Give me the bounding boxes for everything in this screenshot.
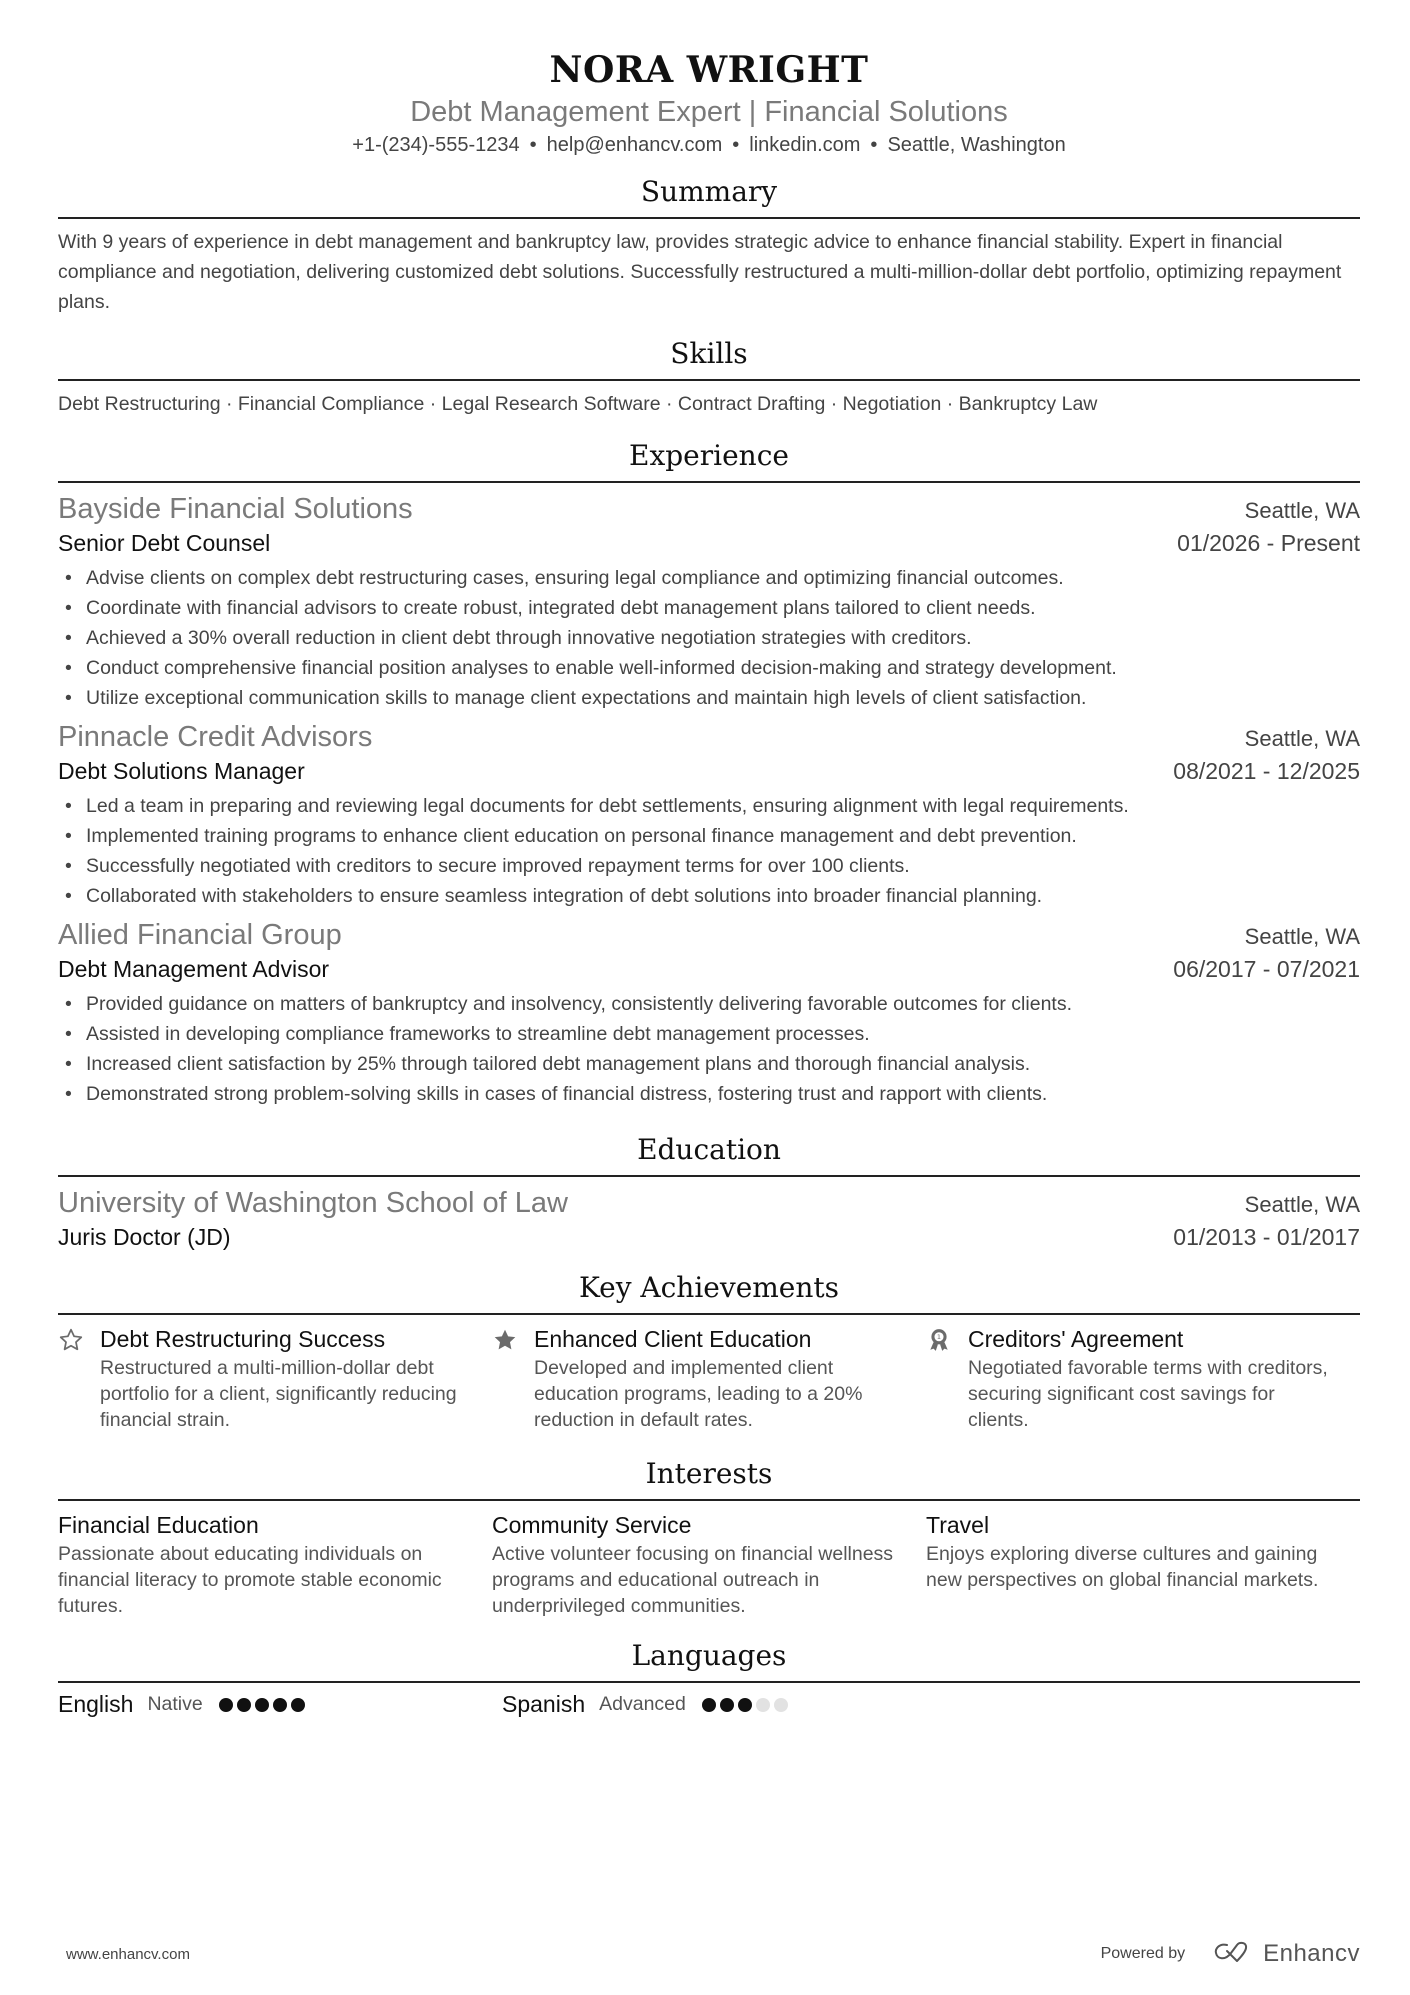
achievement-title: Enhanced Client Education (534, 1326, 812, 1352)
job-entry (58, 917, 1360, 1109)
rating-dot-filled (702, 1698, 716, 1712)
language-level: Advanced (599, 1693, 686, 1715)
job-bullets (58, 989, 1360, 1109)
candidate-title: Debt Management Expert | Financial Solutions (410, 96, 1008, 128)
language-level: Native (147, 1693, 203, 1715)
contact-separator: • (732, 134, 740, 156)
summary-text: With 9 years of experience in debt management and bankruptcy law, provides strategic advice to enhance financial stability. Expert in financial compliance and negotiation, delivering customized debt solutions. Successfully restructured a multi-million-dollar debt portfolio, optimizing repayment plans. (58, 231, 1342, 313)
rating-dot-empty (774, 1698, 788, 1712)
job-bullet: • Conduct comprehensive financial position analyses to enable well-informed decision-making and strategy development. (58, 653, 1360, 683)
section-heading-summary: Summary (640, 175, 778, 208)
achievement-title: Debt Restructuring Success (100, 1326, 386, 1352)
section-heading-languages: Languages (631, 1639, 787, 1672)
rating-dot-filled (255, 1698, 269, 1712)
resume-page (58, 0, 1360, 1718)
contact-separator: • (529, 134, 537, 156)
svg-text:1: 1 (936, 1333, 942, 1342)
page-footer (66, 1940, 1360, 1968)
language-name: English (58, 1691, 134, 1717)
candidate-name: NORA WRIGHT (549, 49, 869, 91)
experience-section (58, 437, 1360, 1109)
interests-section (58, 1455, 1360, 1619)
interest-item (926, 1509, 1360, 1619)
section-divider (58, 1175, 1360, 1177)
footer-url[interactable]: www.enhancv.com (66, 1945, 190, 1963)
section-heading-achievements: Key Achievements (578, 1271, 840, 1304)
skills-section (58, 335, 1360, 419)
star-outline-icon (58, 1323, 100, 1433)
job-bullet: • Provided guidance on matters of bankruptcy and insolvency, consistently delivering favorable outcomes for clients. (58, 989, 1360, 1019)
languages-section (58, 1637, 1360, 1718)
education-location: Seattle, WA (1244, 1192, 1360, 1217)
job-company: Pinnacle Credit Advisors (58, 721, 373, 753)
section-divider (58, 379, 1360, 381)
rating-dot-filled (291, 1698, 305, 1712)
job-dates: 06/2017 - 07/2021 (1173, 956, 1360, 982)
rating-dot-filled (273, 1698, 287, 1712)
award-ribbon-icon (926, 1323, 968, 1433)
education-section (58, 1131, 1360, 1253)
job-bullet: • Implemented training programs to enhance client education on personal finance management and debt prevention. (58, 821, 1360, 851)
job-bullet: • Utilize exceptional communication skills to manage client expectations and maintain high levels of client satisfaction. (58, 683, 1360, 713)
language-item (502, 1691, 946, 1718)
powered-by-label: Powered by (1100, 1945, 1186, 1962)
star-filled-icon (492, 1323, 534, 1433)
job-role: Debt Solutions Manager (58, 758, 305, 784)
job-location: Seattle, WA (1244, 924, 1360, 949)
section-heading-interests: Interests (645, 1457, 773, 1490)
contact-email[interactable]: help@enhancv.com (546, 134, 723, 156)
job-bullets (58, 791, 1360, 911)
education-entry (58, 1185, 1360, 1253)
job-company: Bayside Financial Solutions (58, 493, 413, 525)
skills-list: Debt Restructuring · Financial Compliance · Legal Research Software · Contract Drafting · Negotiation · Bankruptcy Law (58, 393, 1098, 415)
interest-text: Passionate about educating individuals on financial literacy to promote stable economic futures. (58, 1543, 442, 1617)
language-rating (702, 1698, 788, 1712)
section-heading-experience: Experience (629, 439, 789, 472)
job-bullet: • Increased client satisfaction by 25% through tailored debt management plans and thorough financial analysis. (58, 1049, 1360, 1079)
job-bullet: • Successfully negotiated with creditors to secure improved repayment terms for over 100 clients. (58, 851, 1360, 881)
achievement-item (926, 1323, 1360, 1433)
contact-location: Seattle, Washington (887, 134, 1066, 156)
contact-linkedin[interactable]: linkedin.com (749, 134, 861, 156)
rating-dot-empty (756, 1698, 770, 1712)
interest-title: Travel (926, 1512, 990, 1538)
contact-phone: +1-(234)-555-1234 (352, 134, 520, 156)
interest-text: Enjoys exploring diverse cultures and gaining new perspectives on global financial markets. (926, 1543, 1319, 1591)
rating-dot-filled (738, 1698, 752, 1712)
rating-dot-filled (720, 1698, 734, 1712)
summary-section (58, 173, 1360, 317)
job-dates: 08/2021 - 12/2025 (1173, 758, 1360, 784)
job-location: Seattle, WA (1244, 726, 1360, 751)
job-bullet: • Collaborated with stakeholders to ensure seamless integration of debt solutions into broader financial planning. (58, 881, 1360, 911)
interest-item (492, 1509, 926, 1619)
education-degree: Juris Doctor (JD) (58, 1224, 231, 1250)
contact-separator: • (870, 134, 878, 156)
section-divider (58, 1499, 1360, 1501)
education-school: University of Washington School of Law (58, 1187, 568, 1219)
job-bullets (58, 563, 1360, 713)
section-divider (58, 1681, 1360, 1683)
interest-title: Community Service (492, 1512, 692, 1538)
language-name: Spanish (502, 1691, 586, 1717)
job-location: Seattle, WA (1244, 498, 1360, 523)
brand-name: Enhancv (1263, 1940, 1360, 1967)
language-rating (219, 1698, 305, 1712)
resume-header (58, 0, 1360, 159)
interest-text: Active volunteer focusing on financial wellness programs and educational outreach in underprivileged communities. (492, 1543, 894, 1617)
achievement-item (492, 1323, 926, 1433)
language-item (58, 1691, 502, 1718)
interest-title: Financial Education (58, 1512, 259, 1538)
achievement-text: Negotiated favorable terms with creditors, securing significant cost savings for clients. (968, 1357, 1328, 1431)
powered-by[interactable] (1101, 1940, 1360, 1968)
job-dates: 01/2026 - Present (1177, 530, 1360, 556)
job-bullet: • Advise clients on complex debt restructuring cases, ensuring legal compliance and optimizing financial outcomes. (58, 563, 1360, 593)
job-company: Allied Financial Group (58, 919, 342, 951)
interest-item (58, 1509, 492, 1619)
job-bullet: • Assisted in developing compliance frameworks to streamline debt management processes. (58, 1019, 1360, 1049)
section-heading-skills: Skills (670, 337, 748, 370)
achievement-text: Restructured a multi-million-dollar debt portfolio for a client, significantly reducing financial strain. (100, 1357, 457, 1431)
section-divider (58, 481, 1360, 483)
achievement-item (58, 1323, 492, 1433)
section-heading-education: Education (637, 1133, 781, 1166)
enhancv-logo-icon (1213, 1941, 1253, 1968)
achievement-title: Creditors' Agreement (968, 1326, 1184, 1352)
education-dates: 01/2013 - 01/2017 (1173, 1224, 1360, 1250)
achievements-section (58, 1269, 1360, 1433)
job-bullet: • Achieved a 30% overall reduction in client debt through innovative negotiation strategies with creditors. (58, 623, 1360, 653)
job-entry (58, 719, 1360, 911)
job-entry (58, 491, 1360, 713)
job-bullet: • Coordinate with financial advisors to create robust, integrated debt management plans tailored to client needs. (58, 593, 1360, 623)
rating-dot-filled (237, 1698, 251, 1712)
section-divider (58, 217, 1360, 219)
job-bullet: • Led a team in preparing and reviewing legal documents for debt settlements, ensuring alignment with legal requirements. (58, 791, 1360, 821)
achievement-text: Developed and implemented client education programs, leading to a 20% reduction in default rates. (534, 1357, 863, 1431)
section-divider (58, 1313, 1360, 1315)
rating-dot-filled (219, 1698, 233, 1712)
job-role: Senior Debt Counsel (58, 530, 271, 556)
contact-line (58, 131, 1360, 159)
job-bullet: • Demonstrated strong problem-solving skills in cases of financial distress, fostering trust and rapport with clients. (58, 1079, 1360, 1109)
job-role: Debt Management Advisor (58, 956, 330, 982)
